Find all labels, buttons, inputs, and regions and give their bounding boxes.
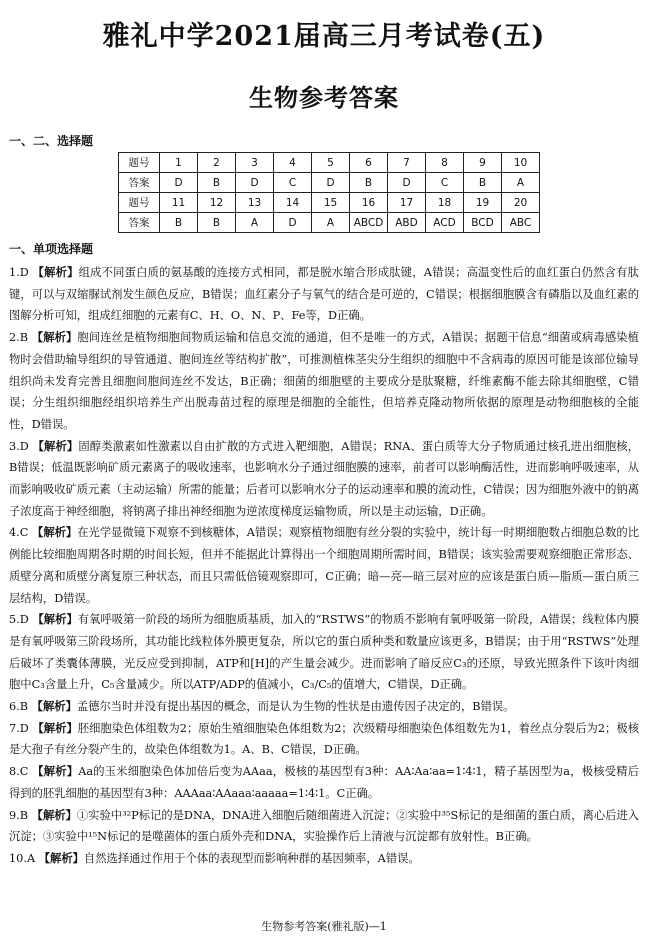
answer-table-cell: 4 — [274, 153, 312, 173]
analysis-marker: 【解析】 — [38, 850, 84, 865]
answer-table-row — [119, 153, 540, 173]
answer-table-row-header: 题号 — [119, 193, 160, 213]
explanation-item-8: 8.C 【解析】Aa的玉米细胞染色体加倍后变为AAaa，极核的基因型有3种：AA∶Aa∶aa=1∶4∶1，精子基因型为a，极核受精后得到的胚乳细胞的基因型有3种：AAAaa∶AAaaa∶aaaaa=1∶4∶1。C正确。 — [9, 764, 639, 800]
explanation-item-6: 6.B 【解析】孟德尔当时并没有提出基因的概念，而是认为生物的性状是由遗传因子决定的，B错误。 — [9, 699, 515, 714]
answer-table-cell: D — [236, 173, 274, 193]
analysis-marker: 【解析】 — [31, 807, 77, 822]
answer-table-cell: A — [236, 213, 274, 233]
answer-table-cell: B — [350, 173, 388, 193]
page-footer: 生物参考答案(雅礼版)—1 — [261, 920, 387, 933]
answer-table-row — [119, 173, 540, 193]
answer-table-cell: 20 — [502, 193, 540, 213]
answer-table-cell: 10 — [502, 153, 540, 173]
explanation-item-5: 5.D 【解析】有氧呼吸第一阶段的场所为细胞质基质，加入的“RSTWS”的物质不影响有氧呼吸第一阶段，A错误；线粒体内膜是有氧呼吸第三阶段场所，其功能比线粒体外膜更复杂，所以它的蛋白质种类和数量应该更多，B错误；由于用“RSTWS”处理后破坏了类囊体薄膜，光反应受到抑制，ATP和[H]的产生量会减少。进而影响了暗反应C₃的还原，导致光照条件下该叶肉细胞中C₃含量上升，C₅含量减少。所以ATP/ADP的值减小，C₃/C₅的值增大，C错误，D正确。 — [9, 612, 639, 692]
answer-table-cell: C — [274, 173, 312, 193]
answer-table-row-header: 答案 — [119, 213, 160, 233]
answer-table-cell: ABCD — [350, 213, 388, 233]
answer-table-cell: 13 — [236, 193, 274, 213]
answer-table-cell: 18 — [426, 193, 464, 213]
answer-table-cell: B — [198, 213, 236, 233]
answer-table-cell: 16 — [350, 193, 388, 213]
answer-table-cell: 2 — [198, 153, 236, 173]
answer-table-cell: A — [502, 173, 540, 193]
answer-table-cell: 7 — [388, 153, 426, 173]
answer-table-cell: ACD — [426, 213, 464, 233]
answer-table-cell: D — [160, 173, 198, 193]
analysis-marker: 【解析】 — [32, 525, 78, 540]
exam-title: 雅礼中学2021届高三月考试卷(五) — [102, 21, 546, 52]
answer-table-cell: 17 — [388, 193, 426, 213]
answer-table-cell: 9 — [464, 153, 502, 173]
section-heading-single: 一、单项选择题 — [9, 242, 94, 256]
analysis-marker: 【解析】 — [32, 612, 78, 627]
answer-table-cell: B — [464, 173, 502, 193]
analysis-marker: 【解析】 — [32, 720, 78, 735]
answer-table-cell: 5 — [312, 153, 350, 173]
answer-table-cell: 6 — [350, 153, 388, 173]
answer-table-cell: B — [160, 213, 198, 233]
answer-table-cell: ABD — [388, 213, 426, 233]
answer-table-cell: 8 — [426, 153, 464, 173]
answer-table-cell: A — [312, 213, 350, 233]
answer-table-cell: 3 — [236, 153, 274, 173]
answer-table-cell: B — [198, 173, 236, 193]
section-heading-choice: 一、二、选择题 — [9, 134, 94, 148]
explanation-item-10: 10.A 【解析】自然选择通过作用于个体的表现型而影响种群的基因频率，A错误。 — [9, 850, 420, 865]
analysis-marker: 【解析】 — [31, 330, 78, 345]
explanation-item-7: 7.D 【解析】胚细胞染色体组数为2；原始生殖细胞染色体组数为2；次级精母细胞染色体组数先为1，着丝点分裂后为2；极核是大孢子有丝分裂产生的，故染色体组数为1。A、B、C错误，D正确。 — [9, 720, 639, 757]
answer-table-cell: 15 — [312, 193, 350, 213]
explanation-item-2: 2.B 【解析】胞间连丝是植物细胞间物质运输和信息交流的通道，但不是唯一的方式，A错误；据题干信息“细菌或病毒感染植物时会借助输导组织的导管通道、胞间连丝等结构扩散”，可推测植株茎尖分生组织的细胞中不含病毒的原因可能是该部位输导组织尚未发育完善且细胞间胞间连丝不发达，B正确；细菌的细胞壁的主要成分是肽聚糖，纤维素酶不能去除其细胞壁，C错误；分生组织细胞经组织培养生产出脱毒苗过程的原理是细胞的全能性，但培养克隆动物所依据的原理是动物细胞核的全能性，D错误。 — [9, 330, 639, 431]
explanation-list — [9, 262, 639, 870]
answer-table-cell: ABC — [502, 213, 540, 233]
answer-table-row — [119, 193, 540, 213]
analysis-marker: 【解析】 — [31, 699, 77, 714]
answer-table-cell: 11 — [160, 193, 198, 213]
answer-table-row-header: 答案 — [119, 173, 160, 193]
explanation-item-9: 9.B 【解析】①实验中³²P标记的是DNA，DNA进入细胞后随细菌进入沉淀；②实验中³⁵S标记的是细菌的蛋白质，离心后进入沉淀；③实验中¹⁵N标记的是噬菌体的蛋白质外壳和DNA，实验操作后上清液与沉淀都有放射性。B正确。 — [9, 807, 640, 844]
answer-table-cell: 14 — [274, 193, 312, 213]
answer-table-cell: 1 — [160, 153, 198, 173]
explanation-item-1: 1.D 【解析】组成不同蛋白质的氨基酸的连接方式相同，都是脱水缩合形成肽键，A错误；高温变性后的血红蛋白仍然含有肽键，可以与双缩脲试剂发生颜色反应，B错误；血红素分子与氧气的结合是可逆的，C错误；根据细胞膜含有磷脂以及血红素的图解分析可知，组成红细胞的元素有C、H、O、N、P、Fe等，D正确。 — [9, 265, 639, 323]
answer-table — [118, 152, 540, 233]
answer-table-cell: 19 — [464, 193, 502, 213]
page-subtitle: 生物参考答案 — [249, 83, 399, 112]
answer-table-row-header: 题号 — [119, 153, 160, 173]
analysis-marker: 【解析】 — [32, 438, 79, 453]
answer-table-cell: 12 — [198, 193, 236, 213]
answer-table-cell: C — [426, 173, 464, 193]
answer-table-cell: D — [274, 213, 312, 233]
answer-table-row — [119, 213, 540, 233]
answer-table-cell: BCD — [464, 213, 502, 233]
analysis-marker: 【解析】 — [32, 265, 79, 279]
answer-table-cell: D — [388, 173, 426, 193]
explanation-item-3: 3.D 【解析】固醇类激素如性激素以自由扩散的方式进入靶细胞，A错误；RNA、蛋白质等大分子物质通过核孔进出细胞核，B错误；低温既影响矿质元素离子的吸收速率，也影响水分子通过细胞膜的速率，前者可以影响酶活性，进而影响呼吸速率，从而影响吸收矿质元素（主动运输）所需的能量；后者可以影响水分子的运动速率和膜的流动性，C错误；因为细胞外液中的钠离子浓度高于神经细胞，将钠离子排出神经细胞为逆浓度梯度运输物质，所以是主动运输，D正确。 — [9, 438, 639, 518]
explanation-item-4: 4.C 【解析】在光学显微镜下观察不到核糖体，A错误；观察植物细胞有丝分裂的实验中，统计每一时期细胞数占细胞总数的比例能比较细胞周期各时期的时间长短，但并不能据此计算得出一个细胞周期所需时间，B错误；该实验需要观察细胞正常形态、质壁分离和质壁分离复原三种状态，而且只需低倍镜观察即可，C正确；暗—亮—暗三层对应的应该是蛋白质—脂质—蛋白质三层结构，D错误。 — [9, 525, 639, 605]
answer-table-cell: D — [312, 173, 350, 193]
analysis-marker: 【解析】 — [32, 764, 79, 779]
